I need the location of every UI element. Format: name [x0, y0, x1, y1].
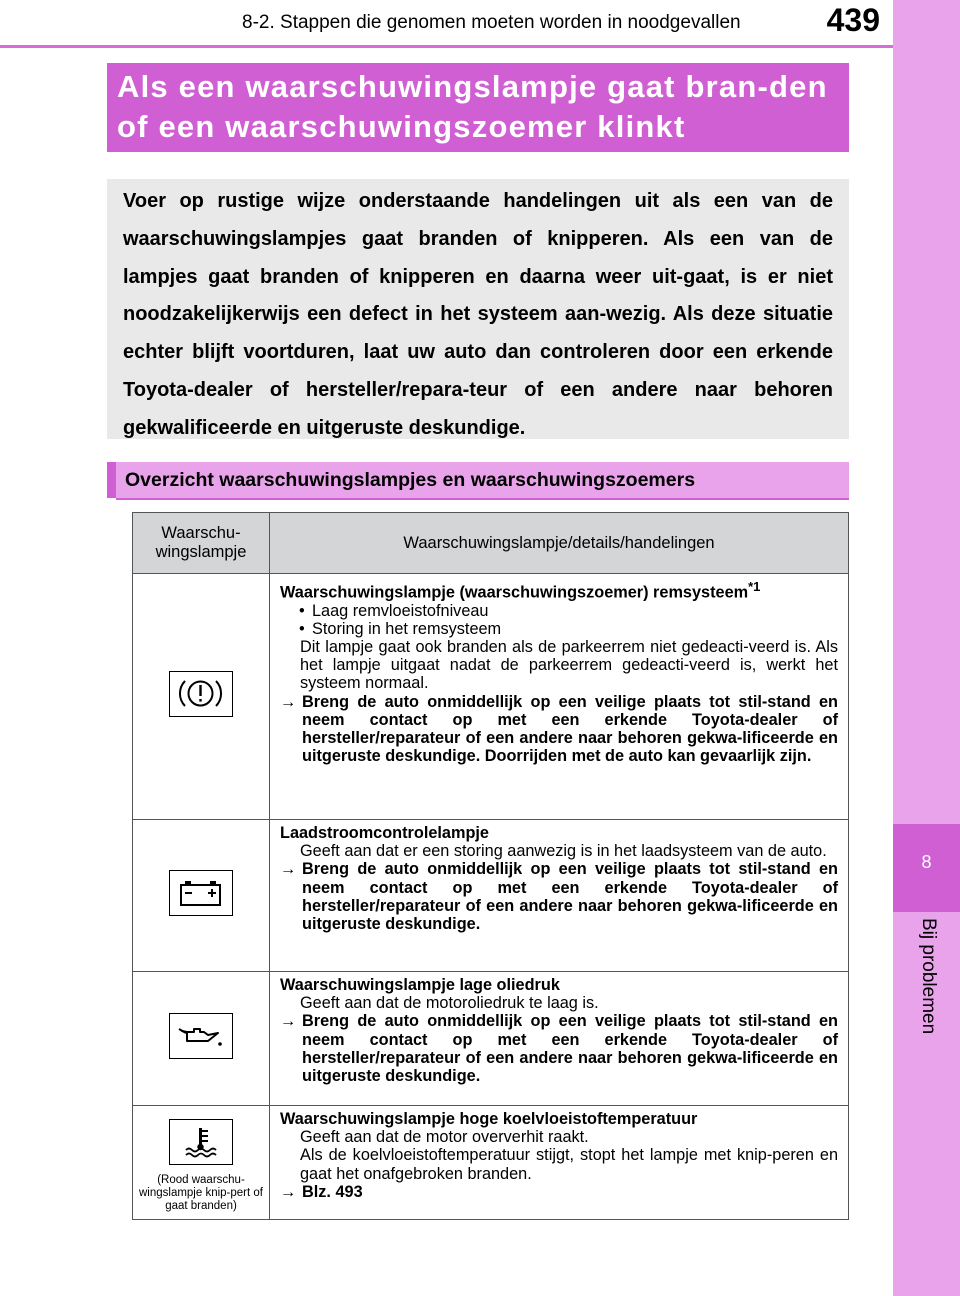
- row-text: Dit lampje gaat ook branden als de parkeerrem niet gedeacti-veerd is. Als het lampje uitgaat nadat de parkeerrem gedeacti-veerd is, werkt het systeem normaal.: [300, 638, 838, 693]
- page-number: 439: [826, 2, 880, 38]
- arrow-icon: →: [280, 1012, 297, 1031]
- details-cell: [270, 574, 849, 820]
- action-line: [280, 860, 838, 933]
- row-title: [280, 578, 838, 602]
- arrow-icon: →: [280, 860, 297, 879]
- chapter-side-tab: [893, 0, 960, 1296]
- running-header: 8-2. Stappen die genomen moeten worden in noodgevallen: [242, 12, 741, 33]
- icon-cell: [133, 972, 270, 1106]
- column-header-details: Waarschuwingslampje/details/handelingen: [270, 513, 849, 574]
- brake-warning-icon: [169, 671, 233, 717]
- warning-lights-table: [132, 512, 849, 1220]
- action-text: Breng de auto onmiddellijk op een veilige plaats tot stil-stand en neem contact op met een erkende Toyota-dealer of hersteller/reparateur of een andere naar behoren gekwa-lificeerde en uitgeruste deskundige.: [302, 860, 838, 934]
- action-text: Breng de auto onmiddellijk op een veilige plaats tot stil-stand en neem contact op met een erkende Toyota-dealer of hersteller/reparateur of een andere naar behoren gekwa-lificeerde en uitgeruste deskundige. Doorrijden met de auto kan gevaarlijk zijn.: [302, 692, 838, 766]
- bullet-item: • Storing in het remsysteem: [280, 620, 838, 638]
- chapter-title: Bij problemen: [918, 918, 939, 1035]
- chapter-number: 8: [921, 852, 932, 872]
- footnote-marker: *1: [748, 579, 761, 594]
- arrow-icon: →: [280, 692, 297, 711]
- oil-can-icon: [169, 1013, 233, 1059]
- intro-box: [107, 179, 849, 439]
- row-title: Waarschuwingslampje lage oliedruk: [280, 976, 560, 994]
- row-text: Geeft aan dat er een storing aanwezig is in het laadsysteem van de auto.: [300, 842, 827, 861]
- row-title-text: Waarschuwingslampje (waarschuwingszoemer) remsysteem: [280, 583, 749, 602]
- heading-bar: [107, 462, 116, 498]
- row-title: Waarschuwingslampje hoge koelvloeistoftemperatuur: [280, 1110, 698, 1128]
- table-row: [133, 820, 849, 972]
- table-row: [133, 574, 849, 820]
- overview-heading: [107, 462, 849, 498]
- header-rule: [0, 45, 893, 48]
- page-reference: Blz. 493: [302, 1182, 363, 1201]
- action-line: [280, 1012, 838, 1085]
- action-line: [280, 693, 838, 766]
- row-title: Laadstroomcontrolelampje: [280, 824, 489, 842]
- table-row: [133, 972, 849, 1106]
- icon-cell: [133, 820, 270, 972]
- arrow-icon: →: [280, 1182, 297, 1201]
- row-text: Geeft aan dat de motor oververhit raakt.: [300, 1128, 589, 1147]
- section-title-box: [107, 63, 849, 152]
- details-cell: [270, 1106, 849, 1220]
- icon-cell: [133, 1106, 270, 1220]
- icon-note: (Rood waarschu-wingslampje knip-pert of gaat branden): [138, 1173, 263, 1212]
- overview-heading-text: Overzicht waarschuwingslampjes en waarschuwingszoemers: [125, 469, 696, 491]
- coolant-temperature-icon: [169, 1119, 233, 1165]
- battery-icon: [169, 870, 233, 916]
- table-row: [133, 1106, 849, 1220]
- table-header-row: [133, 513, 849, 574]
- intro-text: Voer op rustige wijze onderstaande handelingen uit als een van de waarschuwingslampjes gaat branden of knipperen. Als een van de lampjes gaat branden of knipperen en daarna weer uit-gaat, is er niet noodzakelijkerwijs een defect in het systeem aan-wezig. Als deze situatie echter blijft voortduren, laat uw auto dan controleren door een erkende Toyota-dealer of hersteller/repara-teur of een andere naar behoren gekwalificeerde en uitgeruste deskundige.: [123, 190, 833, 439]
- action-line: [280, 1183, 838, 1201]
- section-title: Als een waarschuwingslampje gaat bran-den of een waarschuwingszoemer klinkt: [117, 69, 828, 144]
- row-text-2: Als de koelvloeistoftemperatuur stijgt, stopt het lampje met knip-peren en gaat het onafgebroken branden.: [300, 1146, 838, 1183]
- bullet-item: • Laag remvloeistofniveau: [280, 602, 838, 620]
- heading-underline: [116, 498, 849, 500]
- details-cell: [270, 820, 849, 972]
- column-header-light: Waarschu-wingslampje: [133, 513, 270, 574]
- icon-cell: [133, 574, 270, 820]
- row-text: Geeft aan dat de motoroliedruk te laag is.: [300, 994, 599, 1013]
- action-text: Breng de auto onmiddellijk op een veilige plaats tot stil-stand en neem contact op met een erkende Toyota-dealer of hersteller/reparateur of een andere naar behoren gekwa-lificeerde en uitgeruste deskundige.: [302, 1012, 838, 1086]
- details-cell: [270, 972, 849, 1106]
